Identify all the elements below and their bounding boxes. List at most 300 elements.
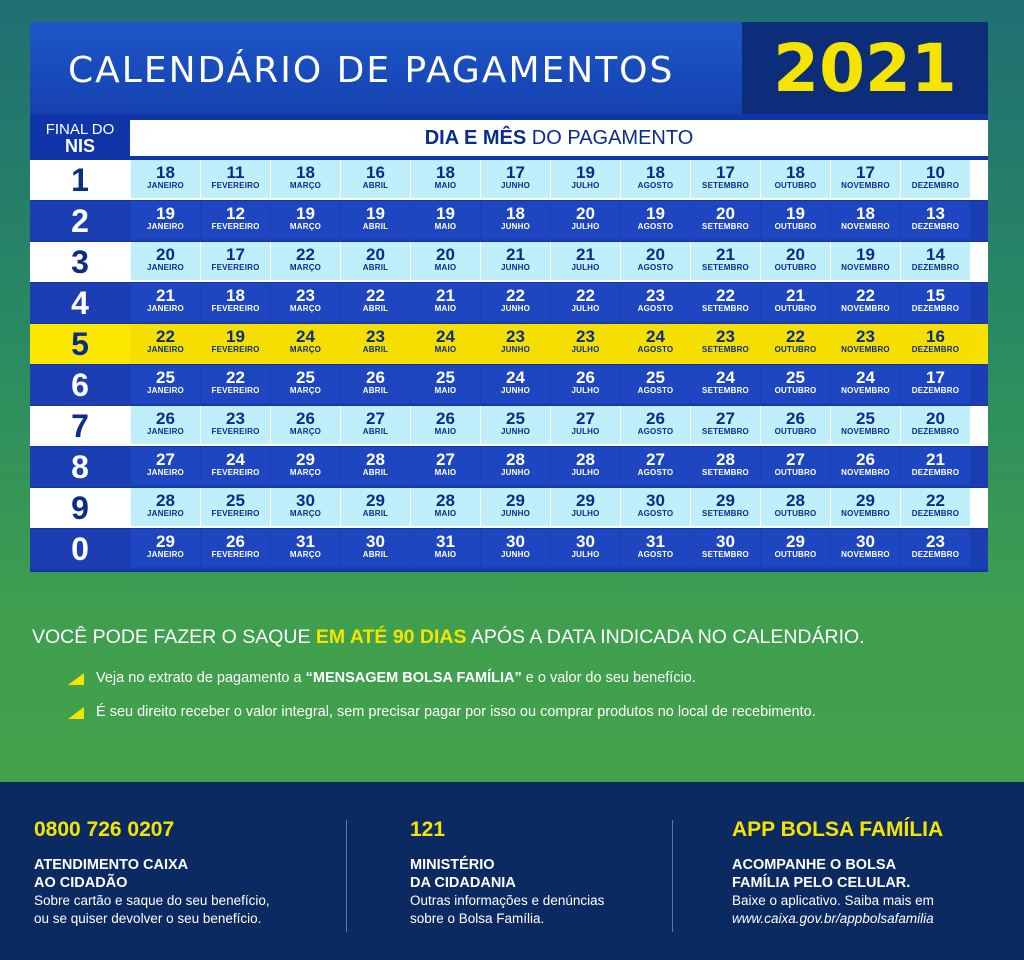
day-number: 20 bbox=[786, 245, 805, 264]
withdraw-notice-part1: VOCÊ PODE FAZER O SAQUE bbox=[32, 626, 316, 648]
date-cell bbox=[831, 201, 900, 239]
day-number: 19 bbox=[436, 204, 455, 223]
note-item bbox=[68, 670, 696, 686]
date-cell bbox=[691, 324, 760, 362]
month-label: NOVEMBRO bbox=[841, 304, 890, 313]
contact-title: DA CIDADANIA bbox=[410, 875, 516, 892]
note-bold-text: “MENSAGEM BOLSA FAMÍLIA” bbox=[305, 670, 522, 686]
date-cell bbox=[761, 365, 830, 403]
contact-desc: Sobre cartão e saque do seu benefício, bbox=[34, 893, 270, 909]
date-cell bbox=[691, 283, 760, 321]
table-row bbox=[30, 160, 988, 200]
day-number: 27 bbox=[646, 450, 665, 469]
date-cell bbox=[761, 201, 830, 239]
month-label: MAIO bbox=[434, 345, 457, 354]
month-label: SETEMBRO bbox=[702, 550, 749, 559]
footer-divider bbox=[346, 820, 347, 932]
day-number: 10 bbox=[926, 163, 945, 182]
date-cell bbox=[551, 324, 620, 362]
year-box bbox=[742, 22, 988, 114]
day-number: 19 bbox=[366, 204, 385, 223]
month-label: OUTUBRO bbox=[774, 386, 817, 395]
nis-column-header bbox=[30, 118, 130, 158]
date-cell bbox=[481, 365, 550, 403]
date-cell bbox=[481, 324, 550, 362]
date-cell bbox=[761, 529, 830, 567]
date-cell bbox=[131, 242, 200, 280]
day-number: 23 bbox=[926, 532, 945, 551]
month-label: FEVEREIRO bbox=[211, 263, 260, 272]
day-number: 19 bbox=[856, 245, 875, 264]
day-number: 19 bbox=[646, 204, 665, 223]
month-label: ABRIL bbox=[362, 427, 389, 436]
month-label: JULHO bbox=[571, 263, 600, 272]
month-label: SETEMBRO bbox=[702, 304, 749, 313]
date-cell bbox=[271, 406, 340, 444]
contact-desc: Baixe o aplicativo. Saiba mais em bbox=[732, 893, 934, 909]
date-cell bbox=[831, 160, 900, 198]
date-cell bbox=[271, 447, 340, 485]
day-number: 30 bbox=[576, 532, 595, 551]
month-label: ABRIL bbox=[362, 222, 389, 231]
month-label: MARÇO bbox=[289, 181, 322, 190]
contact-app-title: APP BOLSA FAMÍLIA bbox=[732, 818, 944, 841]
date-cell bbox=[201, 447, 270, 485]
date-cell bbox=[481, 488, 550, 526]
day-number: 17 bbox=[506, 163, 525, 182]
month-label: MARÇO bbox=[289, 222, 322, 231]
date-cell bbox=[341, 447, 410, 485]
day-number: 20 bbox=[646, 245, 665, 264]
month-label: AGOSTO bbox=[637, 304, 674, 313]
day-number: 18 bbox=[506, 204, 525, 223]
date-cell bbox=[481, 201, 550, 239]
withdraw-notice-highlight: EM ATÉ 90 DIAS bbox=[315, 626, 467, 648]
day-number: 20 bbox=[156, 245, 175, 264]
month-label: JANEIRO bbox=[147, 304, 184, 313]
day-number: 18 bbox=[226, 286, 245, 305]
day-number: 21 bbox=[506, 245, 525, 264]
date-cell bbox=[621, 242, 690, 280]
date-cell bbox=[481, 406, 550, 444]
date-cell bbox=[551, 447, 620, 485]
day-number: 21 bbox=[716, 245, 735, 264]
date-cell bbox=[411, 242, 480, 280]
day-number: 19 bbox=[296, 204, 315, 223]
day-number: 24 bbox=[226, 450, 245, 469]
month-label: JULHO bbox=[571, 304, 600, 313]
day-number: 29 bbox=[506, 491, 525, 510]
date-cell bbox=[761, 160, 830, 198]
contact-phone: 121 bbox=[410, 818, 446, 841]
month-label: DEZEMBRO bbox=[911, 345, 960, 354]
day-number: 23 bbox=[226, 409, 245, 428]
month-label: OUTUBRO bbox=[774, 222, 817, 231]
table-row bbox=[30, 529, 988, 569]
date-cell bbox=[831, 324, 900, 362]
month-label: JUNHO bbox=[500, 304, 530, 313]
nis-header-line2: NIS bbox=[64, 136, 95, 156]
day-number: 25 bbox=[646, 368, 665, 387]
date-cell bbox=[341, 365, 410, 403]
month-label: FEVEREIRO bbox=[211, 181, 260, 190]
day-number: 18 bbox=[646, 163, 665, 182]
nis-digit: 0 bbox=[71, 531, 89, 567]
title-bar bbox=[30, 22, 988, 114]
day-number: 30 bbox=[716, 532, 735, 551]
date-cell bbox=[691, 447, 760, 485]
day-number: 22 bbox=[926, 491, 945, 510]
month-label: MAIO bbox=[434, 304, 457, 313]
day-number: 22 bbox=[786, 327, 805, 346]
table-row bbox=[30, 324, 988, 364]
month-label: FEVEREIRO bbox=[211, 427, 260, 436]
date-cell bbox=[411, 324, 480, 362]
date-cell bbox=[831, 242, 900, 280]
month-label: DEZEMBRO bbox=[911, 550, 960, 559]
day-number: 24 bbox=[716, 368, 735, 387]
month-label: AGOSTO bbox=[637, 427, 674, 436]
month-label: JANEIRO bbox=[147, 386, 184, 395]
date-cell bbox=[831, 488, 900, 526]
month-label: JULHO bbox=[571, 509, 600, 518]
day-number: 26 bbox=[436, 409, 455, 428]
month-label: OUTUBRO bbox=[774, 468, 817, 477]
date-cell bbox=[411, 447, 480, 485]
day-number: 18 bbox=[156, 163, 175, 182]
month-label: NOVEMBRO bbox=[841, 222, 890, 231]
footer-divider bbox=[672, 820, 673, 932]
month-label: ABRIL bbox=[362, 263, 389, 272]
date-cell bbox=[201, 488, 270, 526]
date-cell bbox=[271, 529, 340, 567]
date-cell bbox=[621, 365, 690, 403]
date-cell bbox=[901, 160, 970, 198]
date-cell bbox=[411, 529, 480, 567]
date-cell bbox=[831, 447, 900, 485]
date-cell bbox=[621, 529, 690, 567]
contact-app bbox=[732, 818, 1012, 927]
day-number: 18 bbox=[436, 163, 455, 182]
month-label: SETEMBRO bbox=[702, 345, 749, 354]
day-number: 23 bbox=[366, 327, 385, 346]
day-number: 21 bbox=[436, 286, 455, 305]
date-cell bbox=[411, 488, 480, 526]
month-label: SETEMBRO bbox=[702, 509, 749, 518]
date-cell bbox=[131, 488, 200, 526]
month-label: MARÇO bbox=[289, 386, 322, 395]
date-cell bbox=[201, 365, 270, 403]
date-cell bbox=[341, 488, 410, 526]
month-label: JUNHO bbox=[500, 263, 530, 272]
day-number: 29 bbox=[366, 491, 385, 510]
day-number: 29 bbox=[576, 491, 595, 510]
table-row bbox=[30, 201, 988, 241]
nis-digit: 3 bbox=[30, 242, 130, 282]
day-number: 28 bbox=[366, 450, 385, 469]
month-label: JUNHO bbox=[500, 468, 530, 477]
date-cell bbox=[691, 529, 760, 567]
date-cell bbox=[341, 160, 410, 198]
contact-title: AO CIDADÃO bbox=[34, 875, 128, 892]
month-label: JULHO bbox=[571, 468, 600, 477]
day-number: 17 bbox=[856, 163, 875, 182]
day-number: 29 bbox=[786, 532, 805, 551]
date-cell bbox=[341, 283, 410, 321]
month-label: JANEIRO bbox=[147, 509, 184, 518]
day-number: 23 bbox=[296, 286, 315, 305]
day-number: 18 bbox=[856, 204, 875, 223]
date-cell bbox=[621, 488, 690, 526]
day-number: 20 bbox=[436, 245, 455, 264]
day-number: 23 bbox=[716, 327, 735, 346]
month-label: MAIO bbox=[434, 181, 457, 190]
date-cell bbox=[341, 406, 410, 444]
date-cell bbox=[201, 529, 270, 567]
day-number: 21 bbox=[156, 286, 175, 305]
day-number: 23 bbox=[646, 286, 665, 305]
date-cell bbox=[341, 201, 410, 239]
day-number: 15 bbox=[926, 286, 945, 305]
month-label: MARÇO bbox=[289, 263, 322, 272]
day-number: 22 bbox=[716, 286, 735, 305]
month-label: JANEIRO bbox=[147, 468, 184, 477]
contact-desc: ou se quiser devolver o seu benefício. bbox=[34, 910, 262, 926]
day-number: 28 bbox=[156, 491, 175, 510]
month-label: OUTUBRO bbox=[774, 263, 817, 272]
day-number: 26 bbox=[646, 409, 665, 428]
day-number: 22 bbox=[856, 286, 875, 305]
day-number: 28 bbox=[786, 491, 805, 510]
page-title: CALENDÁRIO DE PAGAMENTOS bbox=[68, 50, 675, 91]
month-label: MAIO bbox=[434, 550, 457, 559]
day-number: 30 bbox=[506, 532, 525, 551]
month-label: OUTUBRO bbox=[774, 550, 817, 559]
date-cell bbox=[621, 160, 690, 198]
day-number: 25 bbox=[226, 491, 245, 510]
date-cell bbox=[761, 447, 830, 485]
payment-date-header-bold: DIA E MÊS bbox=[424, 127, 527, 149]
day-number: 27 bbox=[366, 409, 385, 428]
table-row bbox=[30, 242, 988, 282]
day-number: 26 bbox=[786, 409, 805, 428]
date-cell bbox=[551, 283, 620, 321]
date-cell bbox=[901, 283, 970, 321]
month-label: NOVEMBRO bbox=[841, 427, 890, 436]
calendar-panel bbox=[30, 22, 988, 572]
date-cell bbox=[411, 365, 480, 403]
triangle-bullet-icon bbox=[68, 707, 84, 719]
date-cell bbox=[341, 324, 410, 362]
month-label: AGOSTO bbox=[637, 181, 674, 190]
date-cell bbox=[201, 406, 270, 444]
month-label: OUTUBRO bbox=[774, 181, 817, 190]
month-label: JANEIRO bbox=[147, 181, 184, 190]
day-number: 30 bbox=[296, 491, 315, 510]
month-label: NOVEMBRO bbox=[841, 468, 890, 477]
month-label: SETEMBRO bbox=[702, 263, 749, 272]
month-label: JUNHO bbox=[500, 427, 530, 436]
day-number: 25 bbox=[856, 409, 875, 428]
date-cell bbox=[621, 201, 690, 239]
nis-digit: 7 bbox=[30, 406, 130, 446]
day-number: 25 bbox=[436, 368, 455, 387]
month-label: AGOSTO bbox=[637, 386, 674, 395]
date-cell bbox=[761, 488, 830, 526]
date-cell bbox=[131, 365, 200, 403]
date-cell bbox=[481, 529, 550, 567]
month-label: JUNHO bbox=[500, 386, 530, 395]
month-label: NOVEMBRO bbox=[841, 263, 890, 272]
month-label: JANEIRO bbox=[147, 550, 184, 559]
month-label: NOVEMBRO bbox=[841, 345, 890, 354]
day-number: 29 bbox=[156, 532, 175, 551]
day-number: 18 bbox=[786, 163, 805, 182]
month-label: SETEMBRO bbox=[702, 427, 749, 436]
date-cell bbox=[481, 242, 550, 280]
month-label: DEZEMBRO bbox=[911, 386, 960, 395]
date-cell bbox=[411, 160, 480, 198]
nis-digit: 9 bbox=[30, 488, 130, 528]
month-label: OUTUBRO bbox=[774, 304, 817, 313]
date-cell bbox=[131, 160, 200, 198]
month-label: JULHO bbox=[571, 550, 600, 559]
day-number: 20 bbox=[366, 245, 385, 264]
month-label: FEVEREIRO bbox=[211, 509, 260, 518]
date-cell bbox=[481, 447, 550, 485]
month-label: MARÇO bbox=[289, 345, 322, 354]
note-text: Veja no extrato de pagamento a bbox=[96, 670, 306, 686]
month-label: JUNHO bbox=[500, 181, 530, 190]
date-cell bbox=[691, 160, 760, 198]
date-cell bbox=[831, 406, 900, 444]
date-cell bbox=[691, 201, 760, 239]
day-number: 28 bbox=[506, 450, 525, 469]
month-label: OUTUBRO bbox=[774, 427, 817, 436]
month-label: MAIO bbox=[434, 386, 457, 395]
date-cell bbox=[341, 242, 410, 280]
date-cell bbox=[271, 488, 340, 526]
date-cell bbox=[271, 324, 340, 362]
nis-digit: 2 bbox=[71, 203, 89, 239]
month-label: FEVEREIRO bbox=[211, 222, 260, 231]
month-label: FEVEREIRO bbox=[211, 304, 260, 313]
date-cell bbox=[691, 242, 760, 280]
day-number: 18 bbox=[296, 163, 315, 182]
date-cell bbox=[901, 488, 970, 526]
date-cell bbox=[271, 201, 340, 239]
date-cell bbox=[761, 283, 830, 321]
day-number: 25 bbox=[296, 368, 315, 387]
month-label: FEVEREIRO bbox=[211, 550, 260, 559]
month-label: DEZEMBRO bbox=[911, 263, 960, 272]
app-link[interactable]: www.caixa.gov.br/appbolsafamilia bbox=[732, 910, 934, 926]
date-cell bbox=[201, 324, 270, 362]
day-number: 27 bbox=[716, 409, 735, 428]
month-label: JANEIRO bbox=[147, 222, 184, 231]
table-row bbox=[30, 406, 988, 446]
month-label: JANEIRO bbox=[147, 345, 184, 354]
date-cell bbox=[341, 529, 410, 567]
date-cell bbox=[551, 242, 620, 280]
date-cell bbox=[131, 406, 200, 444]
date-cell bbox=[831, 283, 900, 321]
month-label: ABRIL bbox=[362, 181, 389, 190]
month-label: MAIO bbox=[434, 509, 457, 518]
month-label: MARÇO bbox=[289, 304, 322, 313]
date-cell bbox=[201, 242, 270, 280]
day-number: 21 bbox=[576, 245, 595, 264]
day-number: 23 bbox=[506, 327, 525, 346]
month-label: JANEIRO bbox=[147, 263, 184, 272]
contact-desc: Outras informações e denúncias bbox=[410, 893, 605, 909]
withdraw-notice bbox=[32, 626, 1002, 649]
day-number: 22 bbox=[366, 286, 385, 305]
month-label: SETEMBRO bbox=[702, 468, 749, 477]
month-label: NOVEMBRO bbox=[841, 386, 890, 395]
day-number: 24 bbox=[296, 327, 315, 346]
month-label: FEVEREIRO bbox=[211, 386, 260, 395]
day-number: 13 bbox=[926, 204, 945, 223]
month-label: JUNHO bbox=[500, 222, 530, 231]
payment-date-header bbox=[130, 120, 988, 156]
nis-header-line1: FINAL DO bbox=[45, 121, 115, 138]
month-label: AGOSTO bbox=[637, 222, 674, 231]
day-number: 29 bbox=[716, 491, 735, 510]
date-cell bbox=[131, 529, 200, 567]
day-number: 16 bbox=[926, 327, 945, 346]
date-cell bbox=[551, 365, 620, 403]
month-label: MARÇO bbox=[289, 550, 322, 559]
date-cell bbox=[201, 201, 270, 239]
contact-title: MINISTÉRIO bbox=[410, 857, 495, 873]
date-cell bbox=[131, 283, 200, 321]
month-label: DEZEMBRO bbox=[911, 222, 960, 231]
day-number: 22 bbox=[506, 286, 525, 305]
contact-desc: sobre o Bolsa Família. bbox=[410, 910, 545, 926]
date-cell bbox=[901, 201, 970, 239]
date-cell bbox=[901, 365, 970, 403]
day-number: 31 bbox=[296, 532, 315, 551]
day-number: 28 bbox=[436, 491, 455, 510]
day-number: 31 bbox=[436, 532, 455, 551]
day-number: 30 bbox=[366, 532, 385, 551]
date-cell bbox=[901, 242, 970, 280]
month-label: DEZEMBRO bbox=[911, 181, 960, 190]
date-cell bbox=[831, 365, 900, 403]
date-cell bbox=[901, 324, 970, 362]
date-cell bbox=[551, 406, 620, 444]
day-number: 20 bbox=[576, 204, 595, 223]
date-cell bbox=[271, 365, 340, 403]
month-label: FEVEREIRO bbox=[211, 468, 260, 477]
table-row bbox=[30, 283, 988, 323]
day-number: 25 bbox=[156, 368, 175, 387]
contact-ministerio bbox=[410, 818, 670, 927]
day-number: 29 bbox=[856, 491, 875, 510]
month-label: FEVEREIRO bbox=[211, 345, 260, 354]
table-row bbox=[30, 488, 988, 528]
day-number: 16 bbox=[366, 163, 385, 182]
month-label: ABRIL bbox=[362, 509, 389, 518]
date-cell bbox=[551, 201, 620, 239]
nis-digit: 4 bbox=[71, 285, 89, 321]
day-number: 31 bbox=[646, 532, 665, 551]
date-cell bbox=[761, 242, 830, 280]
month-label: OUTUBRO bbox=[774, 345, 817, 354]
contact-title: ACOMPANHE O BOLSA bbox=[732, 857, 897, 873]
month-label: NOVEMBRO bbox=[841, 181, 890, 190]
